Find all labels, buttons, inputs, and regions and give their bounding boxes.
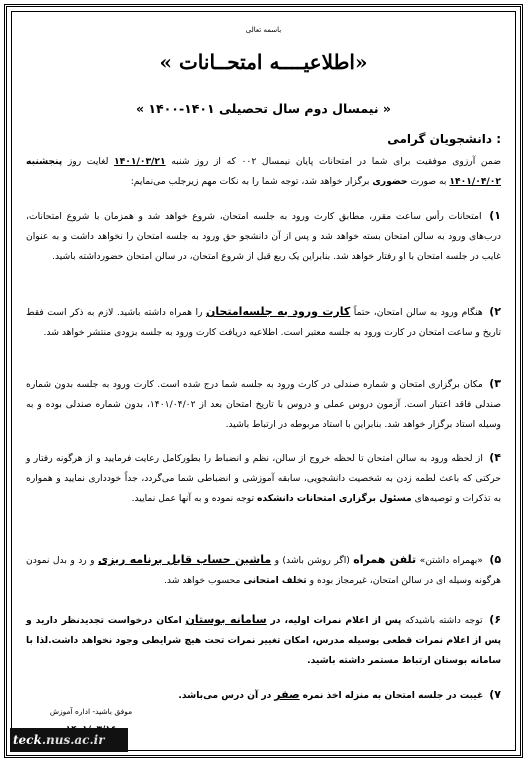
item-text: امتحانات رأس ساعت مقرر، مطابق کارت ورود به جلسه امتحان، شروع خواهد شد و همزمان با شروع امتحانات، درب‌های ورود به سالن امتحان بسته خواهد شد و پس از آن دانشجو حق ورود به جلسه امتحان را نخواهد داشت و به عنوان غایب در جلسه امتحان با او رفتار خواهد شد. بنابراین یک ربع قبل از شروع امتحان، در سالن امتحان حضورداشته باشید. [26, 211, 501, 262]
item-text: «بهمراه داشتن» [419, 555, 483, 566]
intro-text: به صورت [410, 176, 447, 187]
item-text: و رد و بدل نمودن هرگونه وسیله ای در سالن امتحان، غیرمجاز بوده و [26, 555, 501, 586]
item-text-bold: در آن درس می‌باشد. [178, 690, 272, 701]
item-4 [26, 448, 501, 509]
calculator-highlight: ماشین حساب قابل برنامه ریزی [98, 553, 272, 566]
item-text: (اگر روشن باشد) و [274, 555, 350, 566]
notice-page [4, 4, 523, 758]
bustan-system-highlight: سامانه بوستان [185, 613, 267, 626]
site-watermark [10, 728, 128, 752]
item-5 [26, 550, 501, 591]
exam-mode: حضوری [372, 176, 408, 187]
greeting: دانشجویان گرامی : [387, 132, 501, 146]
item-2 [26, 302, 501, 343]
item-number: ۷) [489, 688, 501, 701]
item-text-bold: تغییر نمرات تحت هیچ شرایطی وجود نخواهد داشت.لذا با سامانه بوستان ارتباط مستمر داشته باشید. [26, 635, 501, 666]
end-day: پنجشنبه [26, 156, 63, 167]
notice-subtitle: « نیمسال دوم سال تحصیلی ۱۴۰۱-۱۴۰۰ » [135, 101, 392, 116]
item-text: از لحظه ورود به سالن امتحان تا لحظه خروج از سالن، نظم و انضباط را بطورکامل رعایت فرمایید و از هرگونه رفتار و حرکتی که باعث لطمه زدن به شخصیت دانشجویی، سابقه آموزشی و انضباطی شما می‌گردد، جداً خودداری نمایید و همواره به تذکرات و توصیه‌های [26, 453, 501, 504]
intro-text: لغایت روز [67, 156, 109, 167]
item-text: توجه نموده و به آنها عمل نمایید. [131, 493, 255, 504]
entry-card-highlight: کارت ورود به جلسه‌امتحان [205, 305, 351, 318]
end-date: ۱۴۰۱/۰۴/۰۲ [449, 176, 501, 187]
item-text: محسوب خواهد شد. [164, 575, 241, 586]
item-number: ۴) [489, 451, 502, 464]
exam-officer-highlight: مسئول برگزاری امتحانات دانشکده [257, 493, 412, 504]
item-text-bold: غیبت در جلسه امتحان به منزله اخذ نمره [302, 690, 484, 701]
item-number: ۳) [489, 377, 501, 390]
item-text: هنگام ورود به سالن امتحان، حتماً [353, 307, 483, 318]
item-number: ۱) [489, 209, 501, 222]
violation-highlight: تخلف امتحانی [243, 575, 307, 586]
watermark-domain: .nus.ac.ir [41, 733, 105, 747]
item-number: ۵) [489, 553, 502, 566]
signature-line: موفق باشید- اداره آموزش [49, 707, 133, 716]
intro-text: ضمن آرزوی موفقیت برای شما در امتحانات پایان نیمسال ۰۰۲ که از روز شنبه [171, 156, 502, 167]
item-text: مکان برگزاری امتحان و شماره صندلی در کارت ورود به جلسه شما درج شده است. کارت ورود به جلسه بدون شماره صندلی فاقد اعتبار است. آزمون دروس عملی و دروس با تاریخ امتحان بعد از ۱۴۰۱/۰۴/۰۲، بدون شماره صندلی بوده و به وسیله استاد برگزار خواهد شد. بنابراین با استاد مربوطه در ارتباط باشید. [26, 379, 501, 430]
item-number: ۶) [489, 613, 502, 626]
watermark-text: teck [13, 733, 42, 747]
item-text-bold: پس از اعلام نمرات اولیه، در [270, 615, 402, 626]
zero-grade-highlight: صفر [274, 688, 300, 701]
item-number: ۲) [489, 305, 502, 318]
start-date: ۱۴۰۱/۰۳/۲۱ [114, 156, 166, 167]
item-1 [26, 206, 501, 267]
notice-inner-border [11, 11, 516, 751]
item-text-bold: امکان درخواست تجدیدنظر دارید و پس از اعلام نمرات قطعی بوسیله مدرس، امکان [26, 615, 502, 646]
phone-highlight: تلفن همراه [353, 553, 417, 566]
notice-title: « اطلاعیــــه امتحــانات» [159, 50, 368, 74]
bismillah: باسمه تعالی [245, 26, 282, 34]
item-6 [26, 610, 501, 671]
item-text: توجه داشته باشیدکه [405, 615, 483, 626]
intro-paragraph [26, 152, 501, 192]
item-3 [26, 374, 501, 435]
item-text: را همراه داشته باشید. لازم به ذکر است فقط تاریخ و ساعت امتحان در کارت ورود به جلسه معتبر است. اطلاعیه دریافت کارت ورود به جلسه بزودی منتشر خواهد شد. [26, 307, 501, 338]
intro-text: برگزار خواهد شد، توجه شما را به نکات مهم زیرجلب می‌نمایم: [130, 176, 370, 187]
item-7 [26, 685, 501, 706]
